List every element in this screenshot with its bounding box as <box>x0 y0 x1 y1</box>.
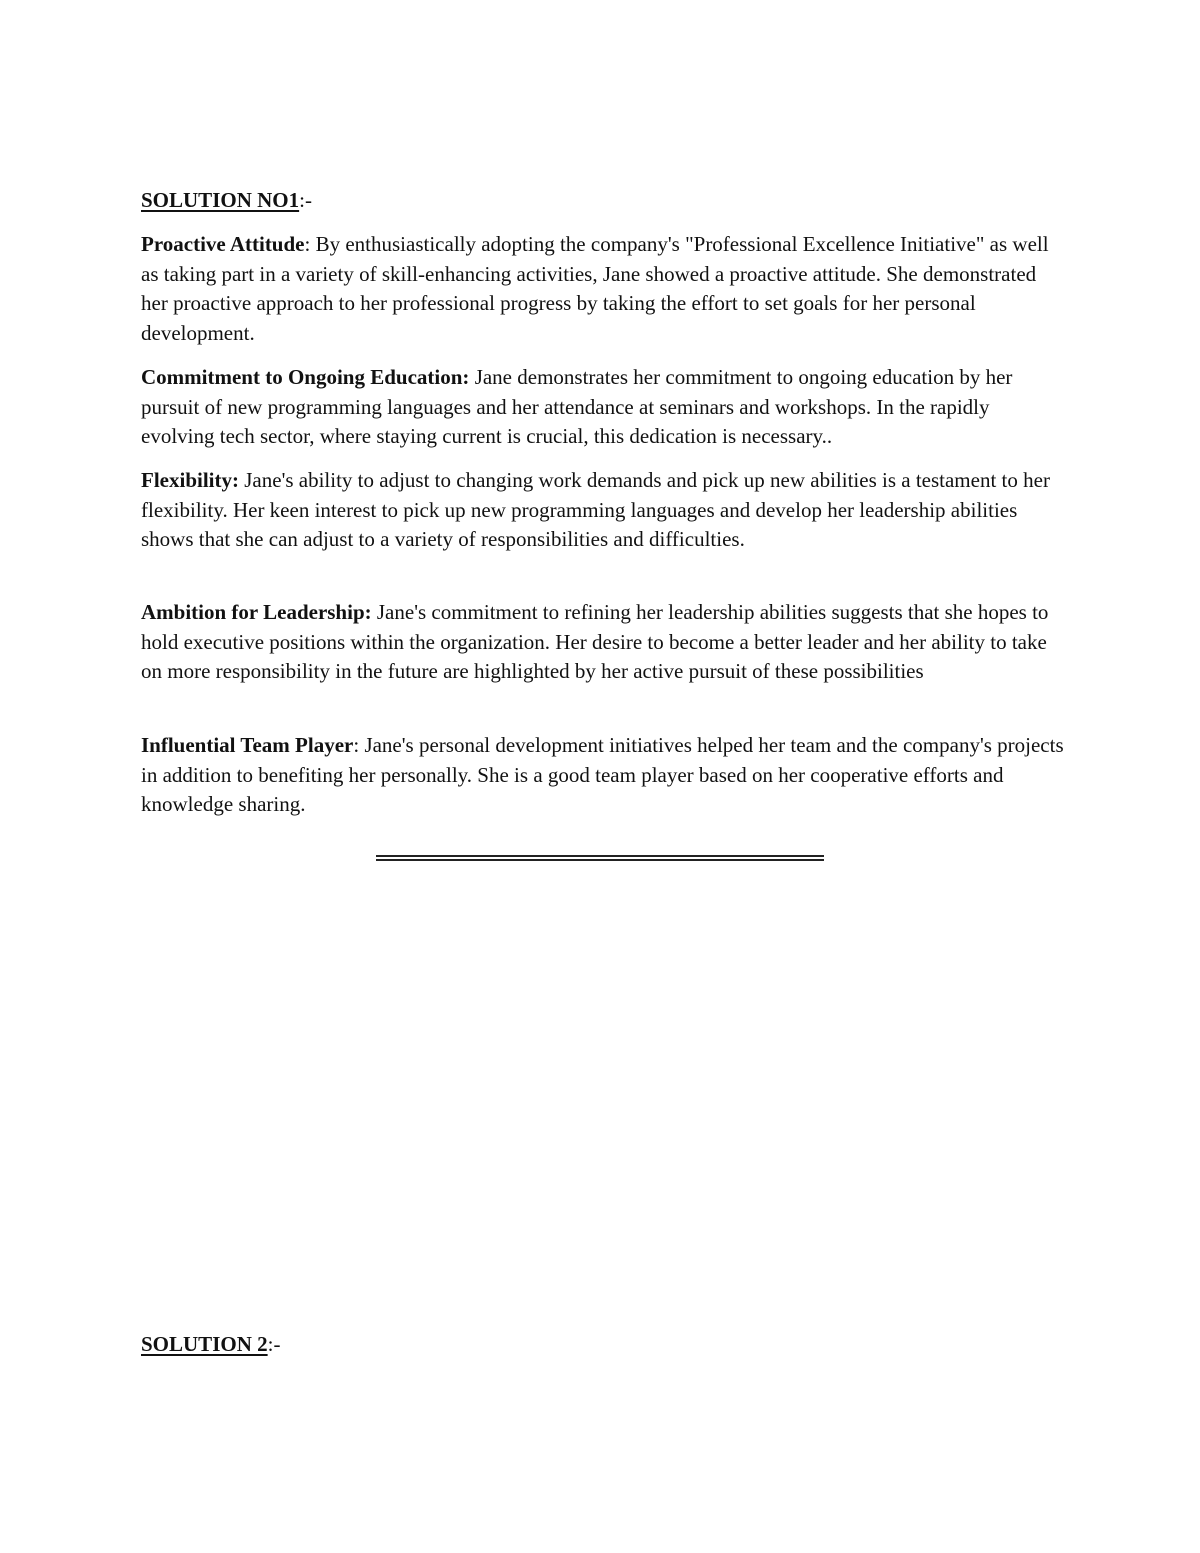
solution-2-heading <box>141 1330 280 1358</box>
paragraph-text: Jane's commitment to refining her leadership abilities suggests that she hopes to hold executive positions within the organization. Her desire to become a better leader and her ability to take on more responsibility in the future are highlighted by her active pursuit of these possibilities <box>141 600 1049 683</box>
solution-2-heading-text: SOLUTION 2 <box>141 1332 268 1356</box>
paragraph-team-player <box>141 731 1066 820</box>
divider-line-top <box>376 855 824 857</box>
paragraph-term: Ambition for Leadership: <box>141 600 372 624</box>
solution-1-heading-suffix: :- <box>299 188 312 212</box>
paragraph-term: Flexibility: <box>141 468 239 492</box>
paragraph-text: Jane's ability to adjust to changing work demands and pick up new abilities is a testament to her flexibility. Her keen interest to pick up new programming languages and develop her leadership abilities shows that she can adjust to a variety of responsibilities and difficulties. <box>141 468 1050 551</box>
paragraph-text: Jane's personal development initiatives helped her team and the company's projects in addition to benefiting her personally. She is a good team player based on her cooperative efforts and knowledge sharing. <box>141 733 1064 816</box>
solution-2-heading-suffix: :- <box>267 1332 281 1356</box>
paragraph-term: Proactive Attitude <box>141 232 305 256</box>
paragraph-ambition-leadership <box>141 598 1066 687</box>
paragraph-separator: : <box>353 733 365 757</box>
paragraph-term: Commitment to Ongoing Education: <box>141 365 470 389</box>
paragraph-ongoing-education <box>141 363 1066 452</box>
paragraph-flexibility <box>141 466 1066 555</box>
paragraph-term: Influential Team Player <box>141 733 354 757</box>
paragraph-text: Jane demonstrates her commitment to ongoing education by her pursuit of new programming languages and her attendance at seminars and workshops. In the rapidly evolving tech sector, where staying current is crucial, this dedication is necessary.. <box>141 365 1013 448</box>
solution-1-heading-text: SOLUTION NO1 <box>141 188 300 212</box>
double-rule-divider <box>376 855 824 862</box>
solution-1-heading <box>141 186 312 214</box>
divider-line-bottom <box>376 859 824 861</box>
paragraph-separator: : <box>304 232 316 256</box>
paragraph-text: By enthusiastically adopting the company's "Professional Excellence Initiative" as well as taking part in a variety of skill-enhancing activities, Jane showed a proactive attitude. She demonstrated her proactive approach to her professional progress by taking the effort to set goals for her personal development. <box>141 232 1049 345</box>
paragraph-proactive-attitude <box>141 230 1066 348</box>
